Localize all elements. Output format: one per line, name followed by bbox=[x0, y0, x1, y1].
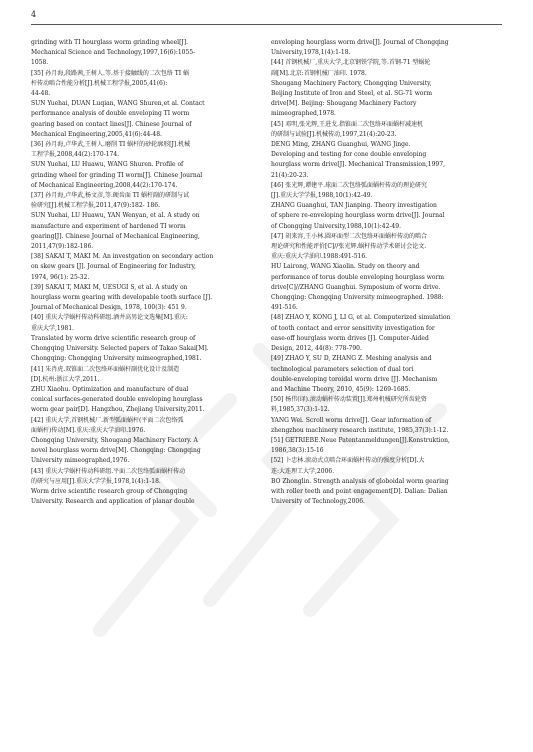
reference-line: drive[M]. Beijing: Shougang Machinery Factory bbox=[271, 100, 417, 108]
reference-entry bbox=[31, 252, 263, 283]
reference-entry bbox=[31, 140, 263, 191]
reference-line: Chongqing University. Selected papers of Takao Sakai[M]. bbox=[31, 345, 209, 353]
reference-entry bbox=[271, 313, 503, 354]
reference-line: DENG Ming, ZHANG Guanghui, WANG Jinge. bbox=[271, 141, 411, 149]
reference-line: Chongqing: Chongqing University mimeographed. 1988: bbox=[271, 294, 444, 302]
reference-line: SUN Yuehai, DUAN Luqian, WANG Shuren,et al. Contact bbox=[31, 100, 205, 108]
reference-line: of Mechanical Engineering,2008,44(2):170-174. bbox=[31, 181, 178, 189]
reference-line: worm gear pair[D]. Hangzhou, Zhejiang University,2011. bbox=[31, 406, 205, 414]
reference-entry bbox=[31, 283, 263, 314]
reference-line: technological parameters selection of dual tori bbox=[271, 365, 414, 373]
reference-line: 杆传动啮合性能分析[J].机械工程学报,2005,41(6): bbox=[31, 79, 168, 87]
reference-line: grinding with TI hourglass worm grinding wheel[J]. bbox=[31, 39, 189, 46]
reference-line: 验研究[J].机械工程学报,2011,47(9):182- 186. bbox=[31, 202, 160, 210]
reference-line: [42] 重庆大学,首钢机械厂.新型弧面蜗杆(平面二次包络弧 bbox=[31, 416, 184, 424]
reference-line: 工程学报,2008,44(2):170-174. bbox=[31, 151, 120, 159]
reference-entry bbox=[31, 313, 263, 364]
reference-line: ZHANG Guanghui, TAN Jianping. Theory investigation bbox=[271, 202, 437, 210]
reference-line: [51] GETRIEBE.Neue Patentanmeldungen[J].Konstruktion, bbox=[271, 436, 450, 444]
reference-line: drive[C]//ZHANG Guanghui. Symposium of worm drive. bbox=[271, 283, 441, 291]
references-right-column bbox=[271, 38, 503, 507]
reference-line: manufacture and experiment of hardened TI worm bbox=[31, 222, 186, 230]
reference-line: gearing based on contact lines[J]. Chinese Journal of bbox=[31, 120, 192, 128]
reference-line: Journal of Mechanical Design, 1978, 100(3): 451 9. bbox=[31, 304, 187, 312]
reference-line: [38] SAKAI T, MAKI M. An investgation on secondary action bbox=[31, 253, 214, 261]
references-left-column bbox=[31, 38, 263, 507]
reference-entry bbox=[271, 395, 503, 436]
reference-line: and Machine Theory, 2010, 45(9): 1269-1685. bbox=[271, 385, 411, 393]
reference-line: [52] 卜忠林.滚动式点啮合环面蜗杆传动的强度分析[D].大 bbox=[271, 457, 425, 465]
reference-line: [35] 孙月海,段路茜,王树人.等.基于接触线的二次包络 TI 蜗 bbox=[31, 69, 190, 77]
reference-entry bbox=[31, 191, 263, 252]
reference-line: of Chongqing University,1988,10(1):42-49. bbox=[271, 222, 401, 230]
reference-line: on skew gears [J]. Journal of Engineering for Industry, bbox=[31, 263, 196, 271]
reference-line: 491-516. bbox=[271, 304, 298, 312]
reference-line: 面蜗杆)传动[M].重庆:重庆大学油印.1976. bbox=[31, 426, 146, 434]
reference-line: Translated by worm drive scientific research group of bbox=[31, 334, 196, 342]
page-number: 4 bbox=[31, 10, 37, 19]
reference-line: [43] 重庆大学蜗杆传动科研组.平面二次包络弧面蜗杆传动 bbox=[31, 467, 186, 475]
reference-entry bbox=[271, 38, 503, 58]
reference-entry bbox=[271, 58, 503, 119]
reference-line: [36] 孙月海,卢华武,王树人.磨削 TI 蜗杆的砂轮廓形[J].机械 bbox=[31, 141, 191, 149]
reference-line: 副[M].北京:首钢机械厂油印. 1978. bbox=[271, 69, 367, 77]
reference-line: University. Research and application of planar double bbox=[31, 498, 195, 506]
reference-line: [D].杭州:浙江大学,2011. bbox=[31, 375, 100, 383]
reference-entry bbox=[271, 120, 503, 181]
reference-line: 1974, 96(1): 25-32. bbox=[31, 273, 90, 281]
reference-line: SUN Yuehai, LU Huawu, YAN Wenyan, et al. A study on bbox=[31, 212, 200, 220]
reference-line: novel hourglass worm drive[M]. Chongqing: Chongqing bbox=[31, 447, 201, 455]
reference-entry bbox=[31, 365, 263, 416]
reference-line: University of Technology,2006. bbox=[271, 498, 365, 506]
reference-line: 1986,38(3):15-16 bbox=[271, 447, 324, 455]
reference-line: 连:大连理工大学,2006. bbox=[271, 467, 335, 475]
reference-entry bbox=[271, 181, 503, 232]
reference-line: [40] 重庆大学蜗杆传动科研组.酒井高男论文选集[M].重庆: bbox=[31, 314, 188, 322]
reference-line: mimeographed,1978. bbox=[271, 110, 336, 118]
reference-line: hourglass worm gearing with developable tooth surface [J]. bbox=[31, 294, 213, 302]
reference-line: of sphere re-enveloping hourglass worm drive[J]. Journal bbox=[271, 212, 445, 220]
reference-entry bbox=[31, 416, 263, 467]
reference-line: BO Zhonglin. Strength analysis of globoidal worm gearing bbox=[271, 477, 449, 485]
reference-entry bbox=[31, 69, 263, 140]
reference-line: Worm drive scientific research group of Chongqing bbox=[31, 487, 188, 495]
reference-line: [37] 孙月海,卢华武,杨文彦,等.硬齿面 TI 蜗杆副的研制与试 bbox=[31, 192, 190, 200]
reference-entry bbox=[31, 38, 263, 69]
reference-line: 重庆大学,1981. bbox=[31, 324, 75, 332]
reference-line: [46] 张光辉,谭建平.球面二次包络弧面蜗杆传动的理论研究 bbox=[271, 181, 428, 189]
reference-line: [49] ZHAO Y, SU D, ZHANG Z. Meshing analysis and bbox=[271, 355, 432, 363]
reference-line: 21(4):20-23. bbox=[271, 171, 309, 179]
reference-line: Mechanical Engineering,2005,41(6):44-48. bbox=[31, 130, 162, 138]
reference-line: conical surfaces-generated double enveloping hourglass bbox=[31, 396, 203, 404]
reference-line: Beijing Institute of Iron and Steel, et al. SG-71 worm bbox=[271, 90, 433, 98]
reference-line: enveloping hourglass worm drive[J]. Journal of Chongqing bbox=[271, 39, 449, 46]
reference-line: 料,1985,37(3):1-12. bbox=[271, 406, 330, 414]
reference-line: [45] 邓明,张光辉,王进戈.指锥面二次包络环面蜗杆减速机 bbox=[271, 120, 423, 128]
reference-line: [48] ZHAO Y, KONG J, LI G, et al. Computerized simulation bbox=[271, 314, 451, 322]
reference-line: [41] 朱肖虎.双锥面二次包络环面蜗杆副优化设计及制造 bbox=[31, 365, 180, 373]
reference-line: [J].重庆大学学报,1988,10(1):42-49. bbox=[271, 192, 373, 200]
reference-line: Mechanical Science and Technology,1997,16(6):1055- bbox=[31, 49, 196, 57]
reference-line: HU Lairong, WANG Xiaolin. Study on theory and bbox=[271, 263, 420, 271]
reference-line: Chongqing: Chongqing University mimeographed,1981. bbox=[31, 355, 202, 363]
reference-line: of tooth contact and error sensitivity investigation for bbox=[271, 324, 435, 332]
reference-line: [39] SAKAI T, MAKI M, UESUGI S, et al. A study on bbox=[31, 283, 188, 291]
reference-line: [47] 胡来容,王小林.圆环面型二次包络环面蜗杆传动的啮合 bbox=[271, 232, 428, 240]
reference-line: Design, 2012, 44(8): 778-790. bbox=[271, 345, 362, 353]
reference-entry bbox=[271, 232, 503, 314]
reference-line: 理论研究和性能评价[C]//张光辉.蜗杆传动学术研讨会论文. bbox=[271, 243, 427, 251]
reference-line: Developing and testing for cone double enveloping bbox=[271, 151, 427, 159]
reference-line: Chongqing University, Shougang Machinery Factory. A bbox=[31, 436, 198, 444]
reference-line: [44] 首钢机械厂,重庆大学,北京钢铁学院,等.首钢-71 型蜗轮 bbox=[271, 59, 431, 67]
reference-line: double-enveloping toroidal worm drive [J]. Mechanism bbox=[271, 375, 438, 383]
reference-line: 的研究与应用[J].重庆大学学报,1978,1(4):1-18. bbox=[31, 477, 161, 485]
reference-line: ease-off hourglass worm drives [J]. Computer-Aided bbox=[271, 334, 429, 342]
reference-entry bbox=[31, 467, 263, 508]
reference-line: SUN Yuehai, LU Huawu, WANG Shuren. Profile of bbox=[31, 161, 184, 169]
reference-entry bbox=[271, 436, 503, 456]
reference-line: with roller teeth and point engagement[D]. Dalian: Dalian bbox=[271, 487, 448, 495]
reference-line: 2011,47(9):182-186. bbox=[31, 243, 94, 251]
reference-line: 的研制与试验[J].机械传动,1997,21(4):20-23. bbox=[271, 130, 397, 138]
reference-line: 重庆:重庆大学油印.1988:491-516. bbox=[271, 253, 368, 261]
reference-line: Shougang Machinery Factory, Chongqing University, bbox=[271, 79, 432, 87]
reference-line: University,1978,1(4):1-18. bbox=[271, 49, 351, 57]
reference-line: YANG Wei. Scroll worm drive[J]. Gear information of bbox=[271, 416, 432, 424]
reference-entry bbox=[271, 456, 503, 507]
header-rule bbox=[31, 24, 502, 25]
reference-line: hourglass worm drive[J]. Mechanical Transmission,1997, bbox=[271, 161, 445, 169]
reference-line: [50] 杨伟(译).滚动蜗杆传动装置[J].郑州机械研究所齿轮资 bbox=[271, 396, 427, 404]
reference-line: grinding wheel for grinding TI worm[J]. Chinese Journal bbox=[31, 171, 203, 179]
reference-entry bbox=[271, 354, 503, 395]
reference-line: performance analysis of double enveloping TI worm bbox=[31, 110, 190, 118]
reference-line: gearing[J]. Chinese Journal of Mechanical Engineering, bbox=[31, 232, 200, 240]
reference-line: ZHU Xiaohu. Optimization and manufacture of dual bbox=[31, 385, 189, 393]
reference-line: 1058. bbox=[31, 59, 49, 67]
reference-line: performance of torus double enveloping hourglass worm bbox=[271, 273, 445, 281]
reference-line: University mimeographed,1976. bbox=[31, 457, 130, 465]
reference-line: zhengzhou machinery research institute, 1985,37(3):1-12. bbox=[271, 426, 449, 434]
reference-line: 44-48. bbox=[31, 90, 51, 98]
